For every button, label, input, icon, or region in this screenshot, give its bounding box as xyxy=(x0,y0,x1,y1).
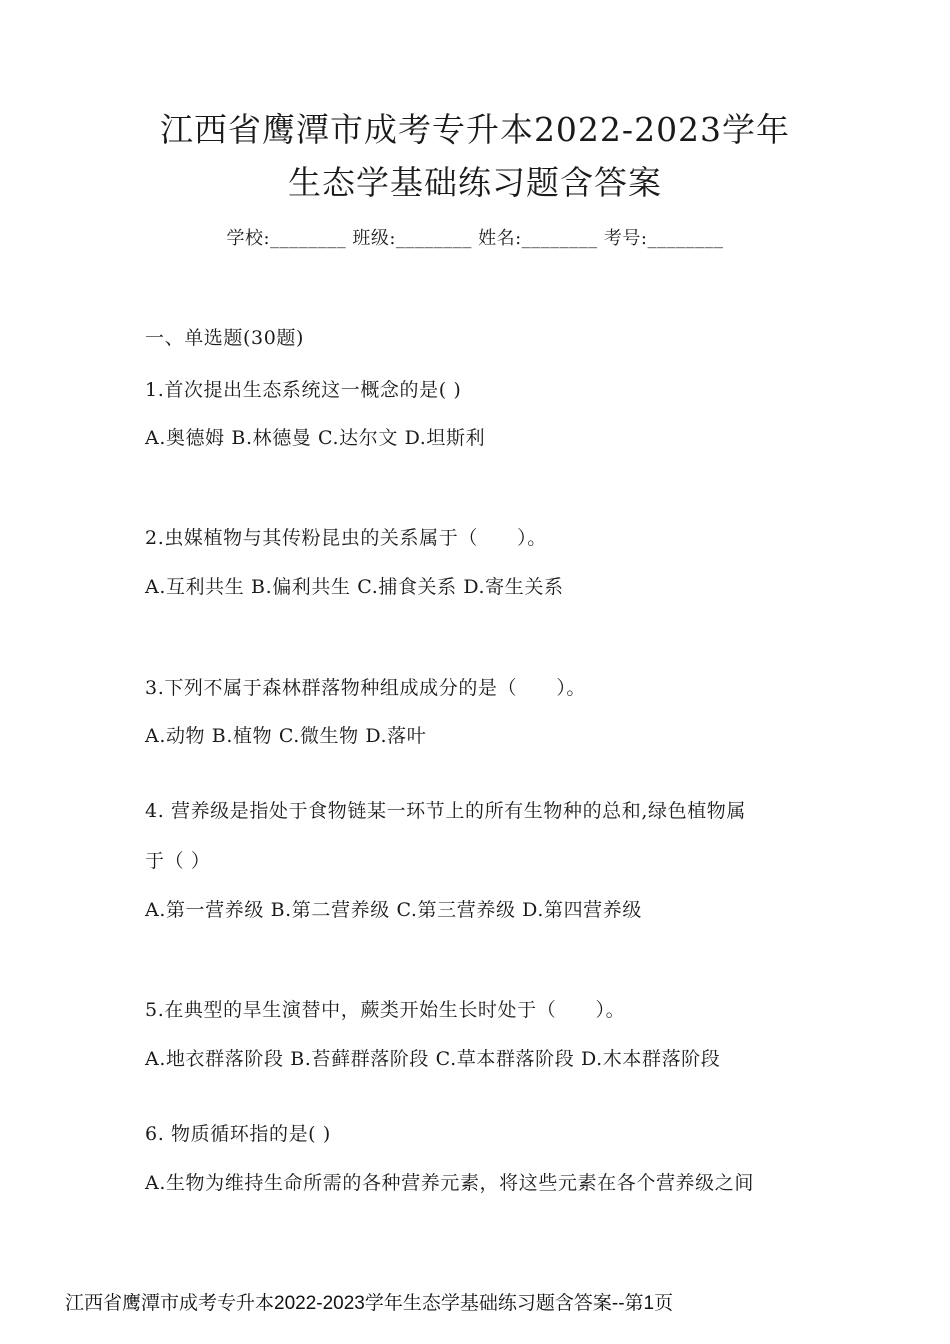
question-6-stem: 6. 物质循环指的是( ) xyxy=(145,1123,331,1145)
document-title-line2: 生态学基础练习题含答案 xyxy=(288,163,662,202)
question-6-options: A.生物为维持生命所需的各种营养元素，将这些元素在各个营养级之间 xyxy=(145,1172,754,1194)
question-1-options: A.奥德姆 B.林德曼 C.达尔文 D.坦斯利 xyxy=(145,427,486,449)
question-2-options: A.互利共生 B.偏利共生 C.捕食关系 D.寄生关系 xyxy=(145,576,564,598)
question-4-options: A.第一营养级 B.第二营养级 C.第三营养级 D.第四营养级 xyxy=(145,899,642,921)
question-5-options: A.地衣群落阶段 B.苔藓群落阶段 C.草本群落阶段 D.木本群落阶段 xyxy=(145,1048,721,1070)
document-title-line1: 江西省鹰潭市成考专升本2022-2023学年 xyxy=(159,110,791,149)
question-4-stem: 4. 营养级是指处于食物链某一环节上的所有生物种的总和,绿色植物属 xyxy=(145,800,747,822)
student-info-fields: 学校:________ 班级:________ 姓名:________ 考号:________ xyxy=(226,228,724,249)
section-heading: 一、单选题(30题) xyxy=(145,327,305,349)
question-3-stem: 3.下列不属于森林群落物种组成成分的是（ ）。 xyxy=(145,677,587,699)
question-4-stem-continued: 于（ ） xyxy=(145,850,211,872)
question-1-stem: 1.首次提出生态系统这一概念的是( ) xyxy=(145,379,462,401)
page-footer: 江西省鹰潭市成考专升本2022-2023学年生态学基础练习题含答案--第1页 xyxy=(65,1293,674,1314)
question-5-stem: 5.在典型的旱生演替中，蕨类开始生长时处于（ ）。 xyxy=(145,999,626,1021)
question-2-stem: 2.虫媒植物与其传粉昆虫的关系属于（ ）。 xyxy=(145,527,547,549)
question-3-options: A.动物 B.植物 C.微生物 D.落叶 xyxy=(145,725,427,747)
